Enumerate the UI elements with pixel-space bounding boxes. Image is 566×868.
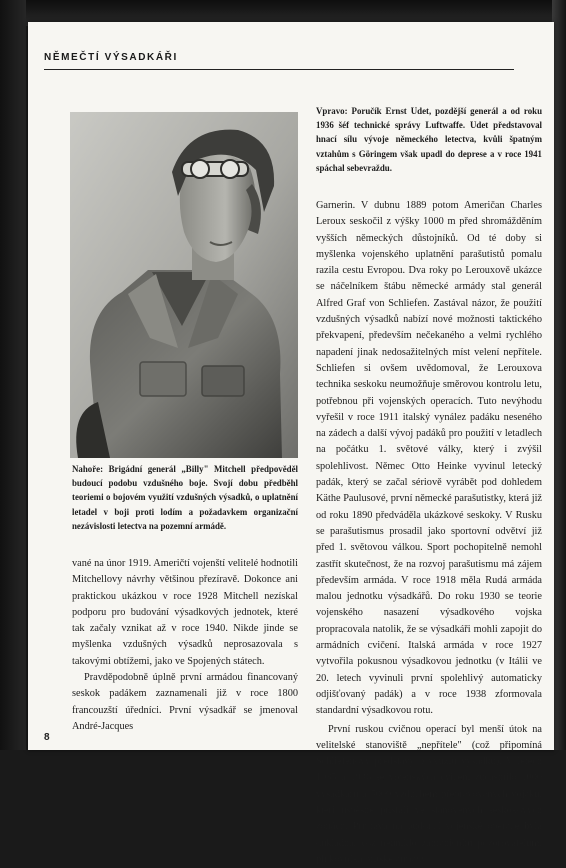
caption-text: Brigádní generál „Billy" Mitchell předpověděl budoucí podobu vzdušného boje. Svojí dobu předběhl teoriemi o bojovém využití vzdušných výsadků, o uplatnění letadel v boji proti lodím a požadavkem organizační nezávislosti letectva na pozemní armádě.: [72, 464, 298, 531]
left-paragraph: Pravděpodobně úplně první armádou financovaný seskok padákem zaznamenali již v roce 1800 francouzští úředníci. První výsadkář se jmenoval André-Jacques: [72, 670, 298, 735]
scan-border-right: [552, 0, 566, 750]
right-paragraph: První ruskou cvičnou operací byl menší útok na velitelské stanoviště „nepřítele" (což připomíná Schliefenovy představy o využití výsadků). V letech 1935 a 1936 se vojenských cvičení zúčastnilo 1000 výsadkářů a 5000 vzduchem přepravovaných vojáků, kteří úspěšně přistáli ve stanovených seskokových zónách. Příprava na budoucí vojenské operace byla důkladná, což neuniklo zahraničním pozorovatelům, plukovníka britské armády: [316, 722, 542, 868]
right-paragraph: Garnerin. V dubnu 1889 potom Američan Charles Leroux seskočil z výšky 1000 m před shromážděním vyšších německých důstojníků. Od té doby si myšlenka vojenského uplatnění parašutistů pomalu razila cestu Evropou. Dva roky po Lerouxově ukázce se náčelníkem štábu německé armády stal generál Alfred Graf von Schliefen. Zastával názor, že použití vzdušných výsadků nabízí nové možnosti taktického překvapení, především nečekaného a velmi rychlého napadení jinak nedosažitelných míst velení nepřítele. Schliefen si ovšem uvědomoval, že Lerouxova technika seskoku neumožňuje směrovou kontrolu letu, potřebnou při vojenských operacích. Tuto nevýhodu vyřešil v roce 1911 italský vynález padáku neseného na zádech a další vývoj padáků pro použití v letadlech na počátku 1. světové války, který i zvýšil spolehlivost. Němec Otto Heinke vyvinul letecký padák, který se začal sériově vyrábět pod dohledem Käthe Paulusové, první německé parašutistky, která již od roku 1890 předváděla ukázkové seskoky. V Rusku se parašutismus prosadil jako sportovní odvětví již před 1. světovou válkou. Sport pochopitelně nemohl zastřít skutečnost, že na rozvoj parašutismu má zájem především armáda. V roce 1918 měla Rudá armáda malou jednotku výsadkářů. Do roku 1930 se teorie vojenského nasazení výsadkového vojska propracovala natolik, že se výsadkáři mohli zapojit do armádních cvičení. Italská armáda v roce 1927 vytvořila pokusnou výsadkovou jednotku (v Itálii ve 20. letech vyvinuli první spolehlivý automaticky odjišťovaný padák) a v roce 1938 zformovala standardní výsadkovou rotu.: [316, 198, 542, 720]
portrait-photo: [70, 112, 298, 458]
left-paragraph: vané na únor 1919. Američtí vojenští velitelé hodnotili Mitchellovy návrhy většinou přezíravě. Dokonce ani praktickou ukázkou v roce 1928 Mitchell nezískal podporu pro budování výsadkových jednotek, které tak začaly vznikat až v roce 1940. Nikde jinde se myšlenka vzdušných výsadků neprosazovala s takovými obtížemi, jako ve Spojených státech.: [72, 556, 298, 670]
right-caption-label: Vpravo:: [316, 106, 348, 116]
scan-border-left: [0, 0, 26, 750]
right-photo-caption: [316, 104, 542, 175]
left-column-text: [72, 556, 298, 735]
header-rule: [44, 69, 514, 70]
aviator-photo-illustration: [70, 112, 298, 458]
running-head: NĚMEČTÍ VÝSADKÁŘI: [44, 52, 178, 63]
caption-label: Nahoře:: [72, 464, 103, 474]
right-caption-text: Poručík Ernst Udet, pozdější generál a od roku 1936 šéf technické správy Luftwaffe. Udet představoval hnací sílu vývoje německého letectva, kvůli špatným vztahům s Göringem však upadl do deprese a v roce 1941 spáchal sebevraždu.: [316, 106, 542, 173]
right-column-text: [316, 198, 542, 868]
page-number: 8: [44, 732, 50, 743]
photo-caption: [72, 462, 298, 533]
